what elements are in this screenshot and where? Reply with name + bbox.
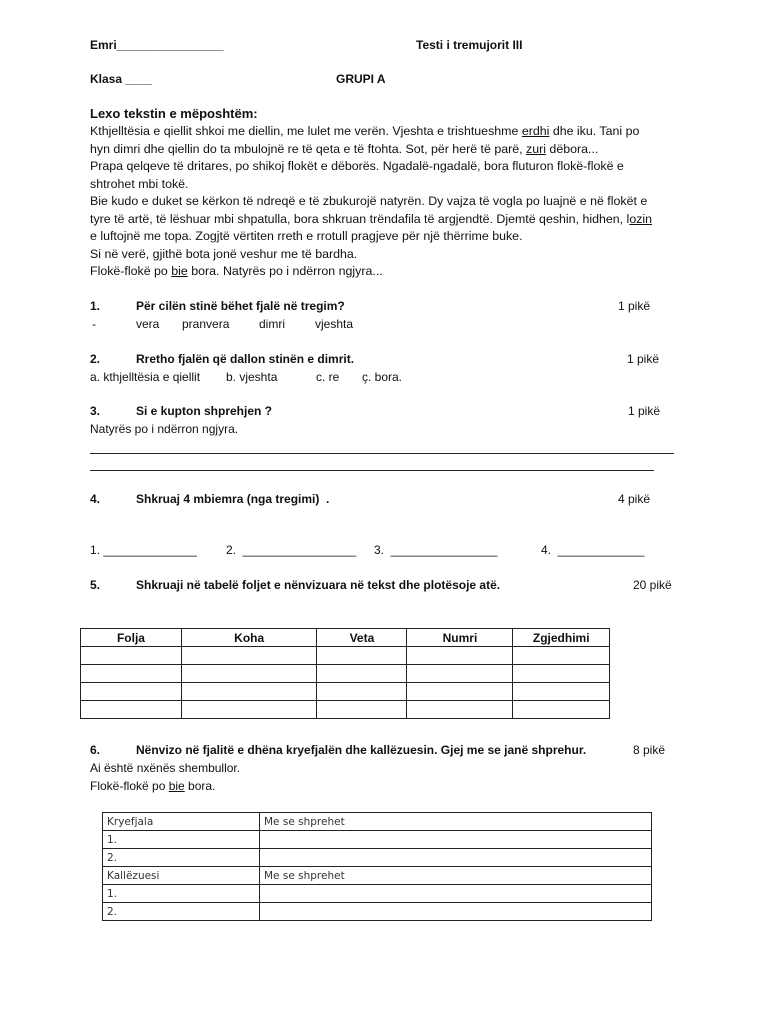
table-cell[interactable]	[513, 701, 610, 719]
q1-option-4: vjeshta	[315, 317, 354, 331]
table-cell[interactable]	[260, 885, 652, 903]
group-label: GRUPI A	[336, 72, 386, 86]
verb-table-header-person: Veta	[317, 629, 407, 647]
q2-option-d: ç. bora.	[362, 370, 403, 384]
table-cell[interactable]	[81, 683, 182, 701]
verb-table-row	[81, 665, 610, 683]
q2-points: 1 pikë	[627, 352, 660, 366]
verb-table-row	[81, 647, 610, 665]
table-cell[interactable]	[181, 683, 316, 701]
table-cell[interactable]	[513, 683, 610, 701]
table-cell[interactable]	[407, 683, 513, 701]
table-cell[interactable]	[81, 701, 182, 719]
table-row	[103, 849, 652, 867]
table-row	[103, 813, 652, 831]
q3-text: Si e kupton shprehjen ?	[136, 404, 273, 418]
q2-option-b: b. vjeshta	[226, 370, 278, 384]
predicate-row-2[interactable]: 2.	[103, 903, 260, 921]
subject-label: Kryefjala	[103, 813, 260, 831]
table-cell[interactable]	[81, 665, 182, 683]
q1-option-3: dimri	[259, 317, 285, 331]
q1-points: 1 pikë	[618, 299, 651, 313]
verb-table-header-conjugation: Zgjedhimi	[513, 629, 610, 647]
q2-option-a: a. kthjelltësia e qiellit	[90, 370, 201, 384]
verb-table-header-tense: Koha	[181, 629, 316, 647]
passage-line-4: shtrohet mbi tokë.	[90, 176, 189, 191]
subject-row-1[interactable]: 1.	[103, 831, 260, 849]
table-row	[103, 885, 652, 903]
subject-row-2[interactable]: 2.	[103, 849, 260, 867]
q4-points: 4 pikë	[618, 492, 651, 506]
table-cell[interactable]	[407, 701, 513, 719]
q6-sentence-2: Flokë-flokë po bie bora.	[90, 779, 216, 793]
table-cell[interactable]	[513, 647, 610, 665]
subject-predicate-table	[102, 812, 652, 921]
reading-passage	[90, 123, 690, 281]
passage-line-1: Kthjelltësia e qiellit shkoi me diellin, me lulet me verën. Vjeshta e trishtueshme erdhi dhe iku. Tani po	[90, 124, 640, 138]
q4-blank-4[interactable]: 4. _____________	[541, 543, 645, 557]
table-cell[interactable]	[317, 665, 407, 683]
table-row	[103, 831, 652, 849]
table-row	[103, 903, 652, 921]
q4-number: 4.	[90, 492, 101, 506]
table-cell[interactable]	[260, 903, 652, 921]
q2-text: Rretho fjalën që dallon stinën e dimrit.	[136, 352, 355, 366]
table-cell[interactable]	[407, 647, 513, 665]
passage-line-9: Flokë-flokë po bie bora. Natyrës po i ndërron ngjyra...	[90, 264, 383, 278]
q2-number: 2.	[90, 352, 101, 366]
q4-blank-3[interactable]: 3. ________________	[374, 543, 498, 557]
q6-sentence-1: Ai është nxënës shembullor.	[90, 761, 241, 775]
q1-dash: -	[92, 317, 96, 331]
expressed-label: Me se shprehet	[260, 813, 652, 831]
passage-line-5: Bie kudo e duket se kërkon të ndreqë e të zbukurojë natyrën. Dy vajza të vogla po luajnë e në flokët e	[90, 194, 648, 208]
q3-answer-line-2[interactable]	[90, 470, 654, 471]
q6-number: 6.	[90, 743, 101, 757]
reading-heading: Lexo tekstin e mëposhtëm:	[90, 106, 258, 121]
table-cell[interactable]	[181, 665, 316, 683]
q1-option-1: vera	[136, 317, 160, 331]
q1-option-2: pranvera	[182, 317, 230, 331]
verb-table-header-number: Numri	[407, 629, 513, 647]
q4-text: Shkruaj 4 mbiemra (nga tregimi) .	[136, 492, 330, 506]
table-cell[interactable]	[317, 701, 407, 719]
test-title: Testi i tremujorit III	[416, 38, 523, 52]
passage-line-2: hyn dimri dhe qiellin do ta mbulojnë re të qeta e të ftohta. Sot, për herë të parë, zuri dëbora...	[90, 141, 599, 156]
table-cell[interactable]	[260, 831, 652, 849]
class-field-label: Klasa ____	[90, 72, 153, 86]
q5-number: 5.	[90, 578, 101, 592]
table-cell[interactable]	[513, 665, 610, 683]
q2-option-c: c. re	[316, 370, 340, 384]
table-cell[interactable]	[181, 647, 316, 665]
q5-points: 20 pikë	[633, 578, 672, 592]
verb-table-header-verb: Folja	[81, 629, 182, 647]
q6-text: Nënvizo në fjalitë e dhëna kryefjalën dhe kallëzuesin. Gjej me se janë shprehur.	[136, 743, 587, 757]
predicate-label: Kallëzuesi	[103, 867, 260, 885]
q3-answer-line-1[interactable]	[90, 453, 674, 454]
name-field-label: Emri________________	[90, 38, 224, 52]
verb-table	[80, 628, 610, 719]
table-cell[interactable]	[317, 683, 407, 701]
q6-points: 8 pikë	[633, 743, 666, 757]
q1-text: Për cilën stinë bëhet fjalë në tregim?	[136, 299, 345, 313]
table-cell[interactable]	[81, 647, 182, 665]
passage-line-6: tyre të artë, të lëshuar mbi shpatulla, bora shkruan trëndafila të argjendtë. Djemtë qeshin, hidhen, lozin	[90, 211, 653, 226]
q3-number: 3.	[90, 404, 101, 418]
table-cell[interactable]	[407, 665, 513, 683]
q5-text: Shkruaji në tabelë foljet e nënvizuara në tekst dhe plotësoje atë.	[136, 578, 501, 592]
verb-table-row	[81, 701, 610, 719]
q4-blank-1[interactable]: 1. ______________	[90, 543, 197, 557]
table-cell[interactable]	[260, 849, 652, 867]
table-row	[103, 867, 652, 885]
q3-points: 1 pikë	[628, 404, 661, 418]
verb-table-row	[81, 683, 610, 701]
q3-phrase: Natyrës po i ndërron ngjyra.	[90, 422, 239, 436]
passage-line-3: Prapa qelqeve të dritares, po shikoj flokët e dëborës. Ngadalë-ngadalë, bora fluturon flokë-flokë e	[90, 159, 624, 173]
predicate-row-1[interactable]: 1.	[103, 885, 260, 903]
expressed-label: Me se shprehet	[260, 867, 652, 885]
q1-number: 1.	[90, 299, 101, 313]
table-cell[interactable]	[317, 647, 407, 665]
passage-line-8: Si në verë, gjithë bota jonë veshur me të bardha.	[90, 246, 358, 261]
passage-line-7: e luftojnë me topa. Zogjtë vërtiten rreth e rrotull pragjeve për një thërrime buke.	[90, 229, 523, 243]
table-cell[interactable]	[181, 701, 316, 719]
q4-blank-2[interactable]: 2. _________________	[226, 543, 357, 557]
